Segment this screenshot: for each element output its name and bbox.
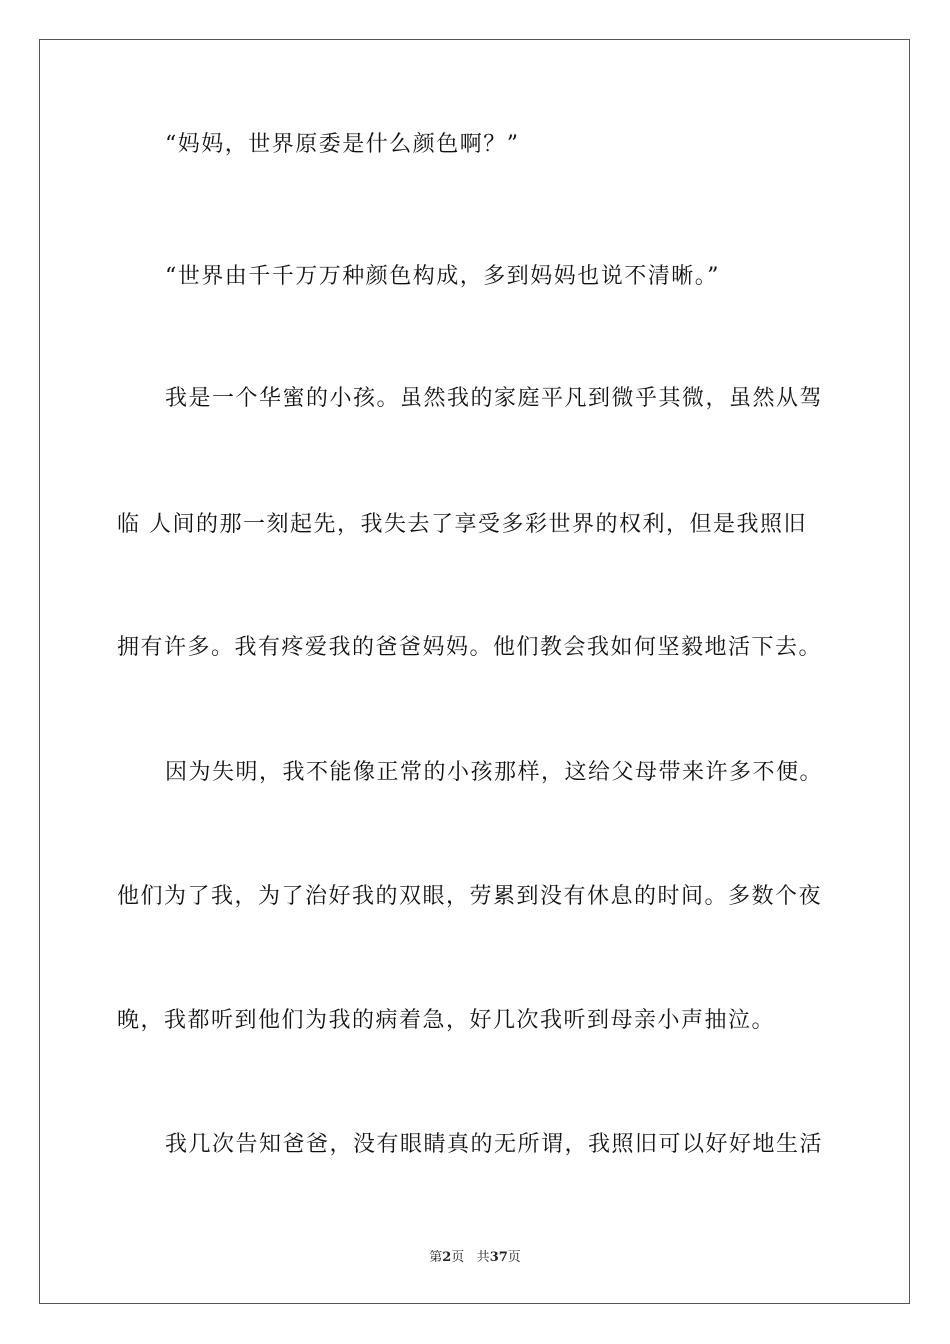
page-border [39,39,910,1304]
footer-total-suffix: 页 [507,1250,521,1265]
text-line-7: 他们为了我，为了治好我的双眼，劳累到没有休息的时间。多数个夜 [117,884,823,909]
text-line-5: 拥有许多。我有疼爱我的爸爸妈妈。他们教会我如何坚毅地活下去。 [117,635,823,660]
footer-total-prefix: 共 [476,1250,490,1265]
text-line-2: “世界由千千万万种颜色构成，多到妈妈也说不清晰。” [165,264,720,289]
text-line-1: “妈妈，世界原委是什么颜色啊？” [165,132,520,157]
total-pages-number: 37 [489,1250,508,1265]
text-line-6: 因为失明，我不能像正常的小孩那样，这给父母带来许多不便。 [165,760,824,785]
page-footer [0,1246,950,1265]
footer-prefix: 第 [429,1250,443,1265]
footer-page-suffix: 页 [451,1250,465,1265]
text-line-8: 晚，我都听到他们为我的病着急，好几次我听到母亲小声抽泣。 [117,1008,776,1033]
text-line-4: 临 人间的那一刻起先，我失去了享受多彩世界的权利，但是我照旧 [117,512,807,537]
current-page-number: 2 [442,1250,452,1265]
text-line-9: 我几次告知爸爸，没有眼睛真的无所谓，我照旧可以好好地生活 [165,1132,824,1157]
text-line-3: 我是一个华蜜的小孩。虽然我的家庭平凡到微乎其微，虽然从驾 [165,386,824,411]
